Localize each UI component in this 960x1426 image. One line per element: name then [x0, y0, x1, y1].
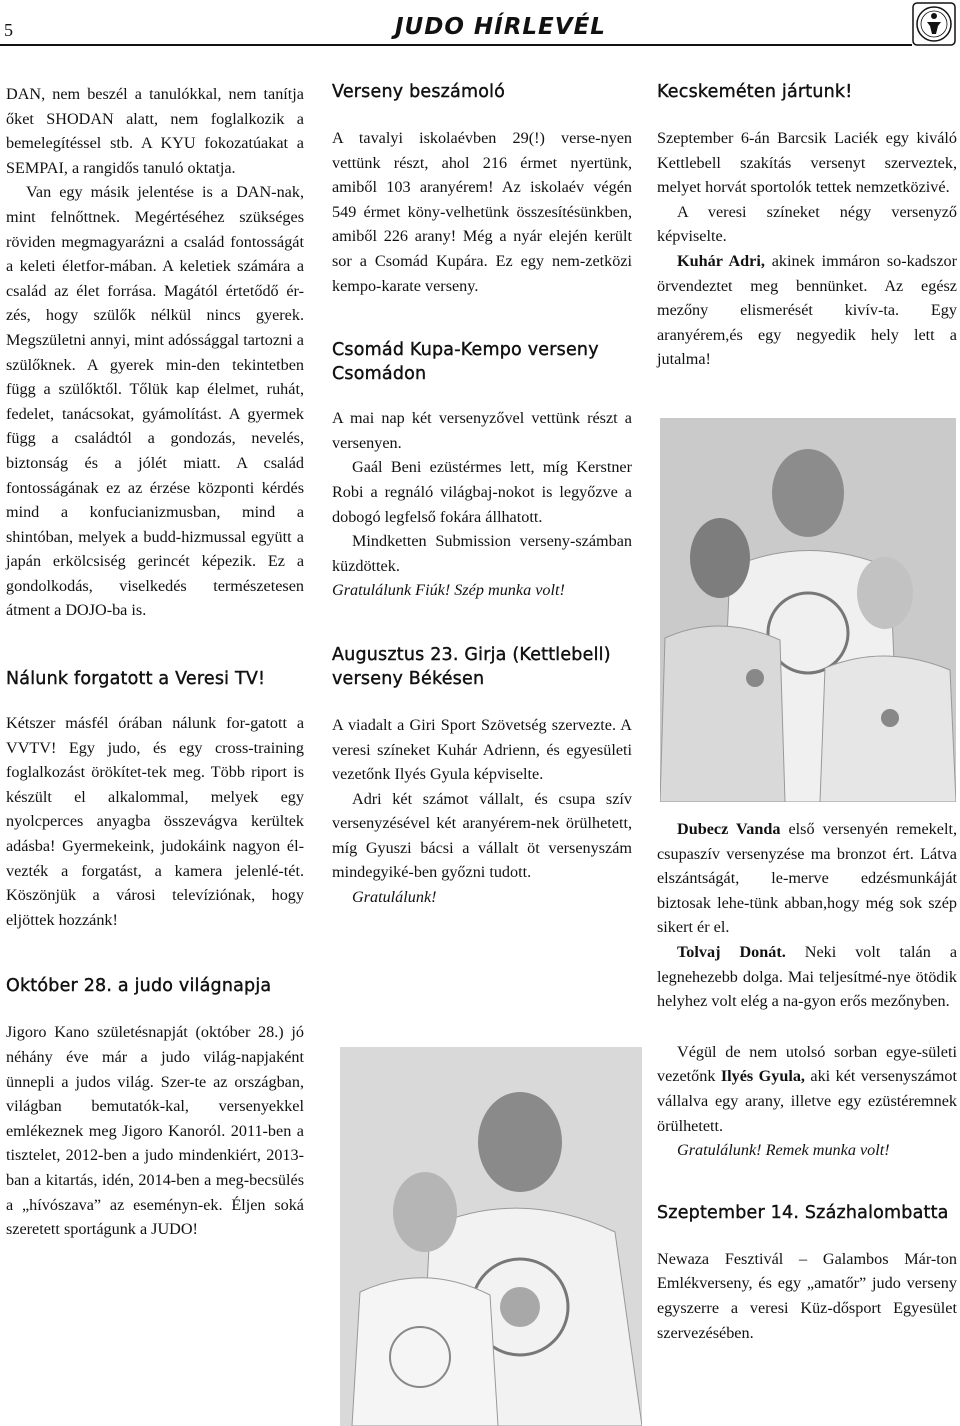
header-rule	[0, 44, 912, 46]
august-paragraph-2: Adri két számot vállalt, és csupa szív versenyzésével két aranyérem-nek örülhetett, míg Gyuszi bácsi a vállalt öt versenyszám mindegyiké-ben győzni tudott.	[332, 789, 632, 882]
dan-paragraph: DAN, nem beszél a tanulókkal, nem tanítja őket SHODAN alatt, nem foglalkozik a bemelegítéssel stb. A KYU fokozatúakat a SEMPAI, a rangidős tanuló oktatja.	[6, 85, 304, 177]
masthead-title: JUDO HÍRLEVÉL	[395, 14, 606, 40]
tolvaj-paragraph	[657, 940, 957, 1014]
tolvaj-paragraph-text: Neki volt talán a legnehezebb dolga. Mai teljesítmé-nye ötödik helyhez volt elég a na-gyon erős mezőnyben.	[657, 942, 957, 1011]
csomad-paragraph-2: Gaál Beni ezüstérmes lett, míg Kerstner Robi a regnáló világbaj-nokot is legyőzve a dobogó legfelső fokára állhatott.	[332, 458, 632, 526]
verseny-paragraph: A tavalyi iskolaévben 29(!) verse-nyen vettünk részt, ahol 216 érmet nyertünk, amiből 103 aranyérem! Az iskolaév végén 549 érmet köny-velhetünk összesítésünkben, amiből 226 arany! Még a nyár elején került sor a Csomád Kupára. Ez egy nem-zetközi kempo-karate verseny.	[332, 129, 632, 295]
ilyes-congrats: Gratulálunk! Remek munka volt!	[677, 1141, 890, 1160]
photo-kecskemet-athletes	[660, 418, 956, 802]
august-paragraph-1: A viadalt a Giri Sport Szövetség szervezte. A veresi színeket Kuhár Adrienn, és egyesületi vezetőnk Ilyés Gyula képviselte.	[332, 715, 632, 784]
name-kuhar-adri: Kuhár Adri,	[677, 251, 765, 270]
heading-tv: Nálunk forgatott a Veresi TV!	[6, 669, 266, 690]
column-left	[6, 82, 304, 1242]
column-right-lower	[657, 817, 957, 1345]
heading-csomad: Csomád Kupa-Kempo verseny Csomádon	[332, 340, 599, 385]
csomad-paragraph-3: Mindketten Submission verseny-számban küzdöttek.	[332, 532, 632, 575]
club-logo-icon	[912, 2, 956, 46]
heading-august: Augusztus 23. Girja (Kettlebell) verseny Békésen	[332, 644, 611, 689]
kecskemet-paragraph-1: Szeptember 6-án Barcsik Laciék egy kiváló Kettlebell szakítás versenyt szerveztek, melyet horvát sportolók tettek nemzetközivé.	[657, 129, 957, 197]
september-paragraph: Newaza Fesztivál – Galambos Már-ton Emlékverseny, és egy „amatőr” judo verseny egyszerre a veresi Küz-dősport Egyesület szervezésében.	[657, 1249, 957, 1342]
heading-verseny: Verseny beszámoló	[332, 82, 506, 102]
name-ilyes-gyula: Ilyés Gyula,	[720, 1067, 805, 1086]
csomad-congrats: Gratulálunk Fiúk! Szép munka volt!	[332, 581, 565, 600]
ilyes-paragraph	[657, 1040, 957, 1138]
october-paragraph: Jigoro Kano születésnapját (október 28.) jó néhány éve már a judo világ-napjaként ünnepli a judos világ. Szer-te az országban, világban bemutatók-kal, versenyekkel emlékeznek meg Jigoro Kanoról. 2011-ben a tisztelet, 2012-ben a judo mindenkiért, 2013-ban a kitartás, idén, 2014-ben a meg-becsülés a „hívószava” az eseményn-ek. Éljen soká szeretett sportágunk a JUDO!	[6, 1023, 304, 1239]
csomad-paragraph-1: A mai nap két versenyzővel vettünk részt a versenyen.	[332, 409, 632, 452]
heading-october: Október 28. a judo világnapja	[6, 976, 272, 997]
column-middle	[332, 80, 632, 910]
tv-paragraph: Kétszer másfél órában nálunk for-gatott a VVTV! Egy judo, és egy cross-training foglalkozást örökítet-tek meg. Több riport is készült el alkalommal, melyek egy nyolcperces anyagba összevágva kerültek adásba! Gyermekeink, judokáink nagyon él-vezték a forgatást, a kamera jelenlé-tét. Köszönjük a városi televíziónak, hogy eljöttek hozzánk!	[6, 714, 304, 929]
heading-kecskemet: Kecskeméten jártunk!	[657, 82, 853, 102]
column-right	[657, 80, 957, 372]
kecskemet-paragraph-3-text: akinek immáron so-kadszor örvendeztet meg bennünket. Az egész mezőny elismerését kivív-ta. Egy aranyérem,és egy negyedik hely lett a jutalma!	[657, 251, 957, 369]
kecskemet-paragraph-2: A veresi színeket négy versenyző képviselte.	[657, 202, 957, 246]
dan-meaning-paragraph: Van egy másik jelentése is a DAN-nak, mint felnőttnek. Megértéséhez szükséges röviden megmagyarázni a család fontosságát a keleti életfor-mában. A keletiek számára a család az élet forrása. Magától értetődő ér-zés, hogy szülők nélkül nincs gyerek. Megszületni annyi, mint adóssággal tartozni a szülőknek. A gyerek min-den tekintetben függ a szülőktől. Tőlük kap élelmet, ruhát, fedelet, tanácsokat, gyámolítást. A gyermek függ a családtól a gondozás, nevelés, biztonság és a jólét miatt. A család fontosságának ez az érzése központi kérdés mind a konfucianizmusban, mind a shintóban, melyek a budd-hizmussal együtt a japán erkölcsiség gerincét képezik. Ez a gondolkodás, viselkedés természetesen átment a DOJO-ba is.	[6, 183, 304, 620]
photo-kettlebell-athletes	[340, 1047, 642, 1426]
kecskemet-paragraph-3	[657, 249, 957, 372]
dubecz-paragraph	[657, 817, 957, 940]
dubecz-paragraph-text: első versenyén remekelt, csupaszív versenyzése ma bronzot ért. Látva elszántságát, le-merve edzésmunkáját biztosak lehe-tünk abban,hogy még sok szép sikert ér el.	[657, 820, 957, 937]
august-congrats: Gratulálunk!	[352, 888, 437, 907]
name-dubecz-vanda: Dubecz Vanda	[677, 820, 781, 838]
ilyes-paragraph-text-a: Végül de nem utolsó sorban egye-sületi vezetőnk	[657, 1042, 957, 1086]
name-tolvaj-donat: Tolvaj Donát.	[677, 942, 786, 961]
ilyes-paragraph-text-b: aki két versenyszámot vállalva egy arany, illetve egy ezüstéremnek örülhetett.	[657, 1067, 957, 1135]
page-header	[0, 0, 960, 62]
heading-september: Szeptember 14. Százhalombatta	[657, 1202, 949, 1223]
page-number: 5	[4, 20, 13, 40]
